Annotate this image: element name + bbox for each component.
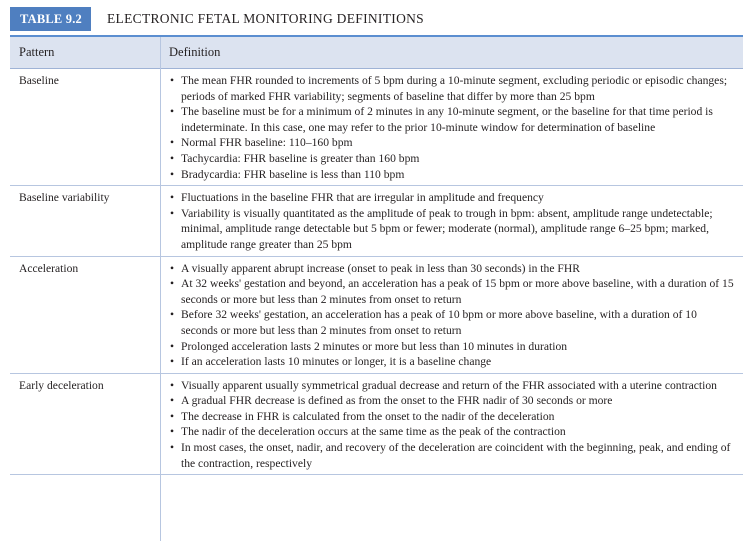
definition-list [169, 378, 735, 472]
definition-item: • If an acceleration lasts 10 minutes or longer, it is a baseline change [169, 354, 735, 370]
table-header-row [10, 37, 743, 69]
pattern-cell: Acceleration [19, 261, 79, 275]
definition-item: • The baseline must be for a minimum of 2 minutes in any 10-minute segment, or the baseline for that time period is indeterminate. In this case, one may refer to the prior 10-minute window for determination of baseline [169, 104, 735, 135]
column-divider [160, 37, 161, 541]
pattern-cell: Early deceleration [19, 378, 104, 392]
pattern-cell: Baseline [19, 74, 59, 87]
definition-item: • In most cases, the onset, nadir, and recovery of the deceleration are coincident with the beginning, peak, and ending of the contraction, respectively [169, 440, 735, 471]
definition-cell [160, 257, 743, 373]
definition-item: • The decrease in FHR is calculated from the onset to the nadir of the deceleration [169, 409, 735, 425]
header-definition: Definition [169, 45, 221, 59]
definition-item: • Prolonged acceleration lasts 2 minutes or more but less than 10 minutes in duration [169, 339, 735, 355]
definition-item: • Bradycardia: FHR baseline is less than 110 bpm [169, 167, 735, 183]
table-row [10, 257, 743, 374]
definition-item: • Tachycardia: FHR baseline is greater than 160 bpm [169, 151, 735, 167]
definition-cell [160, 69, 743, 185]
definition-item: • The nadir of the deceleration occurs at the same time as the peak of the contraction [169, 424, 735, 440]
definition-item: • A gradual FHR decrease is defined as from the onset to the FHR nadir of 30 seconds or more [169, 393, 735, 409]
table-number-label: TABLE 9.2 [10, 7, 91, 31]
table-title: ELECTRONIC FETAL MONITORING DEFINITIONS [107, 11, 424, 26]
header-pattern: Pattern [19, 45, 55, 59]
definition-list [169, 261, 735, 370]
table-row [10, 374, 743, 476]
definition-item: • Visually apparent usually symmetrical gradual decrease and return of the FHR associated with a uterine contraction [169, 378, 735, 394]
table-caption [10, 7, 424, 31]
definition-cell [160, 374, 743, 475]
definition-item: • Before 32 weeks' gestation, an acceleration has a peak of 10 bpm or more above baseline, with a duration of 10 seconds or more but less than 2 minutes from onset to return [169, 307, 735, 338]
table-body [10, 69, 743, 475]
definition-item: • The mean FHR rounded to increments of 5 bpm during a 10-minute segment, excluding periodic or episodic changes; periods of marked FHR variability; segments of baseline that differ by more than 25 bpm [169, 73, 735, 104]
pattern-cell: Baseline variability [19, 191, 110, 205]
definition-item: • Variability is visually quantitated as the amplitude of peak to trough in bpm: absent, amplitude range undetectable; minimal, amplitude range detectable but 5 bpm or fewer; moderate (normal), amplitude range 6–25 bpm; marked, amplitude range greater than 25 bpm [169, 206, 735, 253]
definitions-table [10, 35, 743, 541]
definition-item: • A visually apparent abrupt increase (onset to peak in less than 30 seconds) in the FHR [169, 261, 735, 277]
definition-item: • Fluctuations in the baseline FHR that are irregular in amplitude and frequency [169, 190, 735, 206]
table-row [10, 186, 743, 256]
definition-item: • Normal FHR baseline: 110–160 bpm [169, 135, 735, 151]
table-row [10, 69, 743, 186]
definition-list [169, 190, 735, 252]
definition-cell [160, 186, 743, 255]
definition-list [169, 73, 735, 182]
definition-item: • At 32 weeks' gestation and beyond, an acceleration has a peak of 15 bpm or more above baseline, with a duration of 15 seconds or more but less than 2 minutes from onset to return [169, 276, 735, 307]
